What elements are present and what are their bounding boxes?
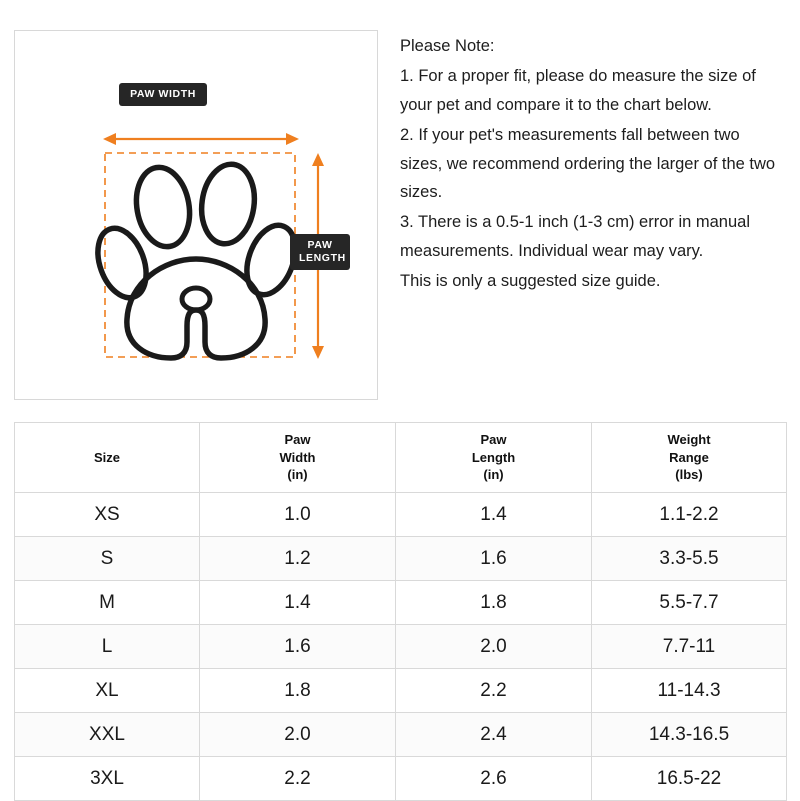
column-header-weight-range (592, 423, 787, 493)
table-row (15, 713, 787, 757)
cell-paw-width: 1.8 (200, 669, 396, 713)
cell-size: XS (15, 493, 200, 537)
column-header-paw-length-line2: Length (471, 449, 516, 465)
table-row (15, 757, 787, 801)
column-header-paw-width-line2: Width (279, 449, 316, 465)
cell-paw-length: 1.6 (396, 537, 592, 581)
cell-paw-length: 1.8 (396, 581, 592, 625)
cell-paw-width: 1.0 (200, 493, 396, 537)
note-item-2: 2. If your pet's measurements fall between two sizes, we recommend ordering the larger of the two sizes. (400, 126, 776, 201)
cell-size: L (15, 625, 200, 669)
paw-toes (89, 161, 304, 305)
cell-weight-range: 3.3-5.5 (592, 537, 787, 581)
cell-weight-range: 1.1-2.2 (592, 493, 787, 537)
paw-length-label-line1: PAW (307, 239, 333, 251)
cell-size: S (15, 537, 200, 581)
cell-size: 3XL (15, 757, 200, 801)
notes-heading: Please Note: (400, 37, 495, 55)
column-header-weight-range-line1: Weight (667, 432, 711, 448)
cell-paw-length: 1.4 (396, 493, 592, 537)
paw-pad-notch (182, 288, 210, 310)
table-row (15, 493, 787, 537)
cell-paw-length: 2.0 (396, 625, 592, 669)
cell-paw-width: 1.4 (200, 581, 396, 625)
column-header-paw-width (200, 423, 396, 493)
paw-measurement-diagram (14, 30, 378, 400)
column-header-size (15, 423, 200, 493)
column-header-paw-width-line3: (in) (287, 467, 308, 483)
cell-paw-width: 2.2 (200, 757, 396, 801)
table-row (15, 625, 787, 669)
table-row (15, 669, 787, 713)
cell-weight-range: 14.3-16.5 (592, 713, 787, 757)
cell-paw-width: 1.2 (200, 537, 396, 581)
note-item-1: 1. For a proper fit, please do measure the size of your pet and compare it to the chart below. (400, 67, 756, 114)
column-header-weight-range-line3: (lbs) (675, 467, 703, 483)
column-header-weight-range-line2: Range (669, 449, 709, 465)
cell-size: M (15, 581, 200, 625)
cell-size: XL (15, 669, 200, 713)
width-arrow-head-right (286, 133, 299, 145)
cell-paw-length: 2.6 (396, 757, 592, 801)
cell-size: XXL (15, 713, 200, 757)
table-body (15, 493, 787, 801)
paw-length-label (290, 234, 350, 270)
cell-paw-length: 2.4 (396, 713, 592, 757)
cell-weight-range: 11-14.3 (592, 669, 787, 713)
column-header-paw-length (396, 423, 592, 493)
length-arrow-head-bottom (312, 346, 324, 359)
column-header-paw-width-line1: Paw (284, 432, 311, 448)
paw-width-label: PAW WIDTH (119, 83, 207, 106)
table-header-row (15, 423, 787, 493)
cell-paw-width: 1.6 (200, 625, 396, 669)
column-header-paw-length-line1: Paw (480, 432, 507, 448)
size-chart-table (14, 422, 787, 801)
column-header-size-line1: Size (93, 449, 120, 465)
notes-section (378, 30, 788, 297)
cell-paw-width: 2.0 (200, 713, 396, 757)
note-item-3: 3. There is a 0.5-1 inch (1-3 cm) error in manual measurements. Individual wear may vary. (400, 213, 751, 260)
paw-length-label-line2: LENGTH (299, 252, 346, 265)
notes-footer: This is only a suggested size guide. (400, 272, 661, 290)
table-row (15, 581, 787, 625)
size-chart-table-wrapper (14, 422, 786, 801)
length-arrow-head-top (312, 153, 324, 166)
table-row (15, 537, 787, 581)
cell-weight-range: 16.5-22 (592, 757, 787, 801)
cell-paw-length: 2.2 (396, 669, 592, 713)
table-head (15, 423, 787, 493)
width-arrow-head-left (103, 133, 116, 145)
column-header-paw-length-line3: (in) (483, 467, 504, 483)
cell-weight-range: 7.7-11 (592, 625, 787, 669)
cell-weight-range: 5.5-7.7 (592, 581, 787, 625)
